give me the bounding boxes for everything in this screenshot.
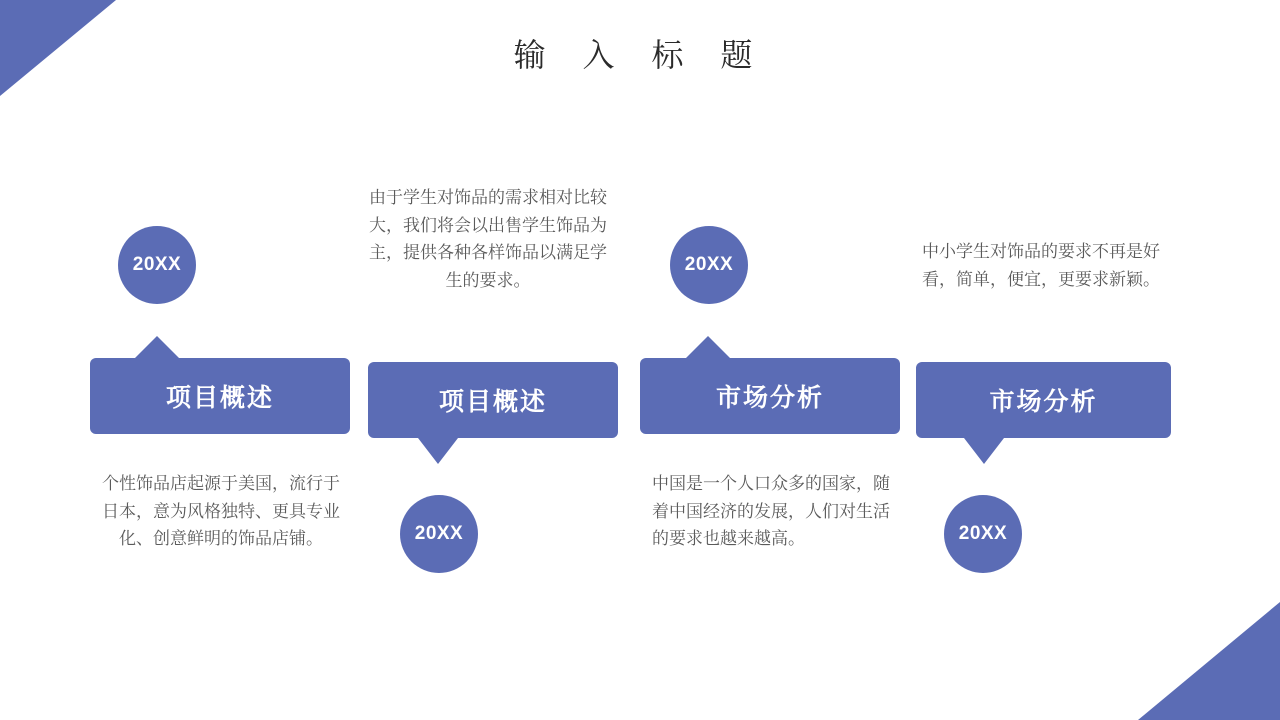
year-badge[interactable]: 20XX bbox=[400, 495, 478, 573]
description-text-3: 中国是一个人口众多的国家，随着中国经济的发展，人们对生活的要求也越来越高。 bbox=[652, 474, 890, 549]
year-badge[interactable]: 20XX bbox=[944, 495, 1022, 573]
timeline-column-4 bbox=[916, 150, 1176, 630]
description-text-2: 由于学生对饰品的需求相对比较大，我们将会以出售学生饰品为主，提供各种各样饰品以满足学生的要求。 bbox=[369, 188, 607, 290]
banner-label-2[interactable] bbox=[368, 362, 618, 438]
year-badge[interactable]: 20XX bbox=[670, 226, 748, 304]
banner-pointer-down-icon bbox=[418, 438, 458, 464]
page-title: 输 入 标 题 bbox=[513, 37, 767, 73]
banner-text: 项目概述 bbox=[438, 388, 547, 416]
banner-pointer-down-icon bbox=[964, 438, 1004, 464]
timeline-column-2 bbox=[368, 150, 628, 630]
banner-label-3[interactable] bbox=[640, 358, 900, 434]
timeline-column-3 bbox=[640, 150, 900, 630]
banner-text: 市场分析 bbox=[715, 384, 824, 412]
year-badge[interactable]: 20XX bbox=[118, 226, 196, 304]
timeline-column-1 bbox=[90, 150, 350, 630]
banner-text: 项目概述 bbox=[165, 384, 274, 412]
description-text-4: 中小学生对饰品的要求不再是好看，简单，便宜，更要求新颖。 bbox=[922, 242, 1160, 289]
description-text-1: 个性饰品店起源于美国，流行于日本，意为风格独特、更具专业化、创意鲜明的饰品店铺。 bbox=[102, 474, 340, 549]
banner-text: 市场分析 bbox=[989, 388, 1098, 416]
banner-label-1[interactable] bbox=[90, 358, 350, 434]
banner-pointer-up-icon bbox=[135, 336, 179, 358]
banner-pointer-up-icon bbox=[686, 336, 730, 358]
banner-label-4[interactable] bbox=[916, 362, 1171, 438]
